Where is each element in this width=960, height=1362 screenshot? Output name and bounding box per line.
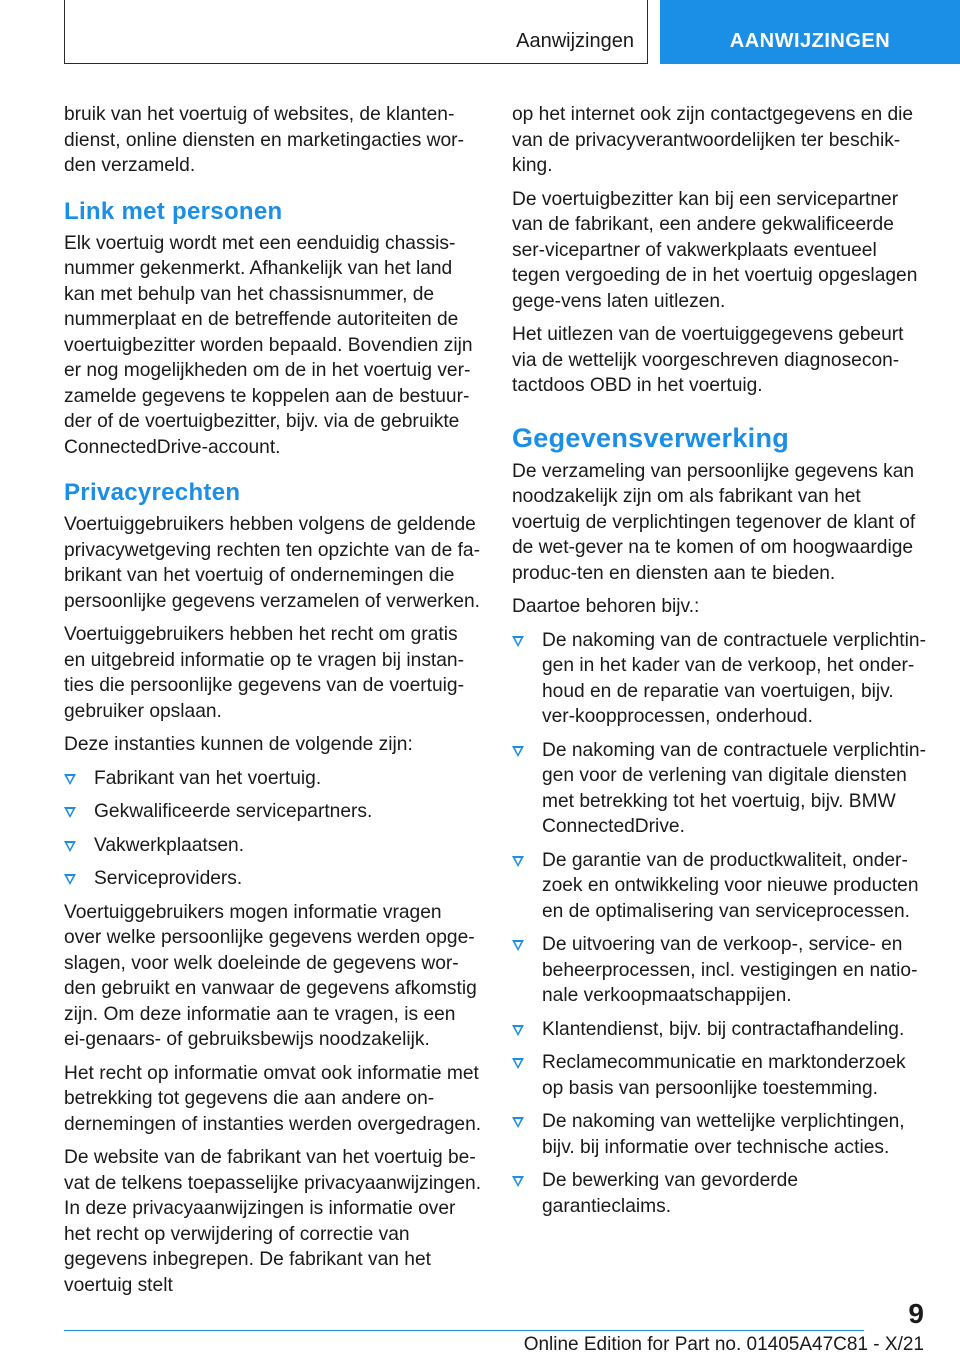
processing-paragraph-2: Daartoe behoren bijv.:	[512, 596, 700, 617]
privacy-paragraph-5: Het recht op informatie omvat ook informatie met betrekking tot gegevens die aan andere on-dernemingen of instanties werden overgedragen.	[64, 1062, 482, 1135]
triangle-bullet-icon	[64, 807, 76, 818]
triangle-bullet-icon	[512, 1176, 524, 1187]
list-item: De garantie van de productkwaliteit, onder-zoek en ontwikkeling voor nieuwe producten en de optimalisering van serviceprocessen.	[512, 848, 930, 925]
list-item: Reclamecommunicatie en marktonderzoek op basis van persoonlijke toestemming.	[512, 1050, 930, 1101]
privacy-paragraph-2: Voertuiggebruikers hebben het recht om gratis en uitgebreid informatie op te vragen bij instan-ties die persoonlijke gegevens van de voertuig-gebruiker opslaan.	[64, 624, 464, 722]
footer-divider	[64, 1330, 864, 1331]
triangle-bullet-icon	[64, 874, 76, 885]
page-number: 9	[908, 1298, 924, 1329]
triangle-bullet-icon	[64, 774, 76, 785]
header-chapter-tab[interactable]	[660, 0, 960, 64]
heading-link-met-personen: Link met personen	[64, 197, 283, 225]
triangle-bullet-icon	[512, 636, 524, 647]
list-item: De bewerking van gevorderde garantieclaims.	[512, 1168, 930, 1219]
right-column	[512, 102, 930, 1227]
list-item: Vakwerkplaatsen.	[64, 833, 482, 859]
link-paragraph: Elk voertuig wordt met een eenduidig chassis-nummer gekenmerkt. Afhankelijk van het land kan met behulp van het chassisnummer, de nummerplaat en de betreffende autoriteiten de voertuigbezitter worden bepaald. Bovendien zijn er nog mogelijkheden om de in het voertuig ver-zamelde gegevens te koppelen aan de bestuur-der of de voertuigbezitter, bijv. via de gebruikte ConnectedDrive-account.	[64, 232, 473, 458]
triangle-bullet-icon	[512, 1117, 524, 1128]
triangle-bullet-icon	[512, 1058, 524, 1069]
footer-edition: Online Edition for Part no. 01405A47C81 - X/21	[523, 1334, 924, 1355]
list-item: Klantendienst, bijv. bij contractafhandeling.	[512, 1017, 930, 1043]
list-item: De nakoming van de contractuele verplichtin-gen in het kader van de verkoop, het onder-houd en de reparatie van voertuigen, bijv. ver-koopprocessen, onderhoud.	[512, 628, 930, 730]
header-chapter-label: AANWIJZINGEN	[729, 30, 891, 52]
privacy-paragraph-4: Voertuiggebruikers mogen informatie vragen over welke persoonlijke gegevens werden opge-slagen, voor welk doeleinde de gegevens wor-den gebruikt en vanwaar de gegevens afkomstig zijn. Om deze informatie aan te vragen, is een ei-genaars- of gebruiksbewijs noodzakelijk.	[64, 901, 477, 1050]
processing-list	[512, 628, 930, 1220]
privacy-paragraph-1: Voertuiggebruikers hebben volgens de geldende privacywetgeving rechten ten opzichte van de fa-brikant van het voertuig of ondernemingen die persoonlijke gegevens verzamelen of verwerken.	[64, 514, 480, 612]
intro-paragraph: bruik van het voertuig of websites, de klanten-dienst, online diensten en marketingacties wor-den verzameld.	[64, 104, 464, 176]
list-item: De uitvoering van de verkoop-, service- en beheerprocessen, incl. vestigingen en natio-nale verkoopmaatschappijen.	[512, 932, 930, 1009]
triangle-bullet-icon	[512, 856, 524, 867]
triangle-bullet-icon	[64, 841, 76, 852]
list-item: De nakoming van wettelijke verplichtingen, bijv. bij informatie over technische acties.	[512, 1109, 930, 1160]
obd-paragraph: Het uitlezen van de voertuiggegevens gebeurt via de wettelijk voorgeschreven diagnosecon-tactdoos OBD in het voertuig.	[512, 324, 904, 396]
service-paragraph: De voertuigbezitter kan bij een servicepartner van de fabrikant, een andere gekwalificeerde ser-vicepartner of vakwerkplaats eventueel tegen vergoeding de in het voertuig opgeslagen gege-vens laten uitlezen.	[512, 188, 918, 312]
list-item: Fabrikant van het voertuig.	[64, 766, 482, 792]
processing-paragraph-1: De verzameling van persoonlijke gegevens kan noodzakelijk zijn om als fabrikant van het voertuig de verplichtingen tegenover de klant of de wet-gever na te komen of om hoogwaardige produc-ten en diensten aan te bieden.	[512, 460, 916, 584]
privacy-paragraph-3: Deze instanties kunnen de volgende zijn:	[64, 734, 413, 755]
list-item: Gekwalificeerde servicepartners.	[64, 799, 482, 825]
continuation-paragraph: op het internet ook zijn contactgegevens en die van de privacyverantwoordelijken ter beschik-king.	[512, 104, 914, 176]
triangle-bullet-icon	[512, 746, 524, 757]
list-item: De nakoming van de contractuele verplichtin-gen voor de verlening van digitale diensten met betrekking tot het voertuig, bijv. BMW ConnectedDrive.	[512, 738, 930, 840]
header-section-title: Aanwijzingen	[516, 30, 634, 52]
heading-privacyrechten: Privacyrechten	[64, 479, 241, 506]
instances-list	[64, 766, 482, 892]
left-column	[64, 102, 482, 1306]
privacy-paragraph-6: De website van de fabrikant van het voertuig be-vat de telkens toepasselijke privacyaanwijzingen. In deze privacyaanwijzingen is informatie over het recht op verwijdering of correctie van gegevens inbegrepen. De fabrikant van het voertuig stelt	[64, 1147, 482, 1296]
triangle-bullet-icon	[512, 1025, 524, 1036]
list-item: Serviceproviders.	[64, 866, 482, 892]
heading-gegevensverwerking: Gegevensverwerking	[512, 422, 790, 453]
triangle-bullet-icon	[512, 940, 524, 951]
